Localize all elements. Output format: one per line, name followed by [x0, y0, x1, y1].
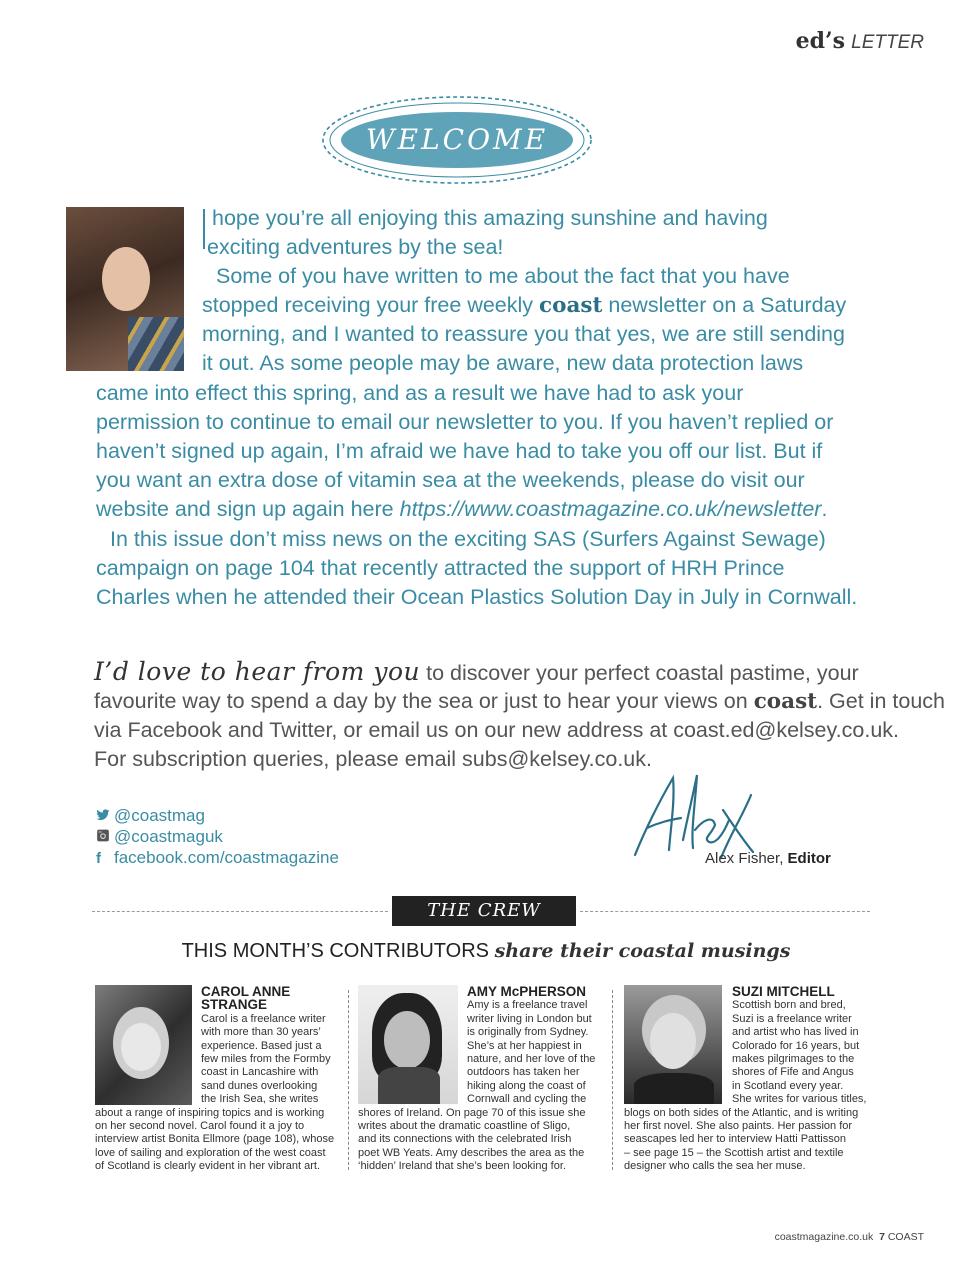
column-separator: [612, 990, 613, 1170]
column-separator: [348, 990, 349, 1170]
letter-line: permission to continue to email our newsletter to you. If you haven’t replied or: [96, 410, 834, 434]
bio-line: ‘hidden’ Ireland that she’s been looking for.: [358, 1160, 566, 1172]
bio-line: designer who calls the sea her muse.: [624, 1160, 806, 1172]
bio-line: the Irish Sea, she writes: [201, 1093, 319, 1105]
contact-line: favourite way to spend a day by the sea or just to hear your views on coast. Get in touch: [94, 689, 945, 714]
contributors-heading: THIS MONTH’S CONTRIBUTORS share their coastal musings: [181, 940, 791, 962]
letter-line: came into effect this spring, and as a result we have had to ask your: [96, 381, 744, 405]
bio-line: and artist who has lived in: [732, 1026, 859, 1038]
dropcap-i: [203, 209, 205, 249]
facebook-link[interactable]: f facebook.com/coastmagazine: [96, 848, 339, 867]
bio-line: shores of Fife and Angus: [732, 1066, 854, 1078]
footer-brand: COAST: [887, 1231, 924, 1243]
bio-line: She’s at her happiest in: [467, 1040, 582, 1052]
contact-line: For subscription queries, please email subs@kelsey.co.uk.: [94, 747, 652, 771]
letter-line: haven’t signed up again, I’m afraid we have had to take you off our list. But if: [96, 439, 823, 463]
script-heading: I’d love to hear from you: [94, 657, 421, 686]
contributor-photo-suzi: [624, 985, 722, 1104]
facebook-icon: f: [96, 850, 101, 867]
section-title-letter: LETTER: [851, 32, 924, 53]
letter-line: Charles when he attended their Ocean Plastics Solution Day in July in Cornwall.: [96, 585, 858, 609]
letter-line: you want an extra dose of vitamin sea at the weekends, please do visit our: [96, 468, 805, 492]
contributor-name: STRANGE: [201, 997, 268, 1012]
crew-badge: THE CREW: [392, 896, 576, 926]
bio-line: Scottish born and bred,: [732, 999, 846, 1011]
editor-signoff: [705, 850, 831, 867]
bio-line: with more than 30 years’: [201, 1026, 321, 1038]
bio-line: – see page 15 – the Scottish artist and textile: [624, 1147, 844, 1159]
bio-line: Amy is a freelance travel: [467, 999, 588, 1011]
bio-line: in Scotland every year.: [732, 1080, 844, 1092]
bio-line: about a range of inspiring topics and is working: [95, 1107, 325, 1119]
editor-name: Alex Fisher,: [705, 850, 784, 867]
bio-line: nature, and her love of the: [467, 1053, 596, 1065]
bio-line: Suzi is a freelance writer: [732, 1013, 852, 1025]
divider-right: [580, 911, 870, 912]
instagram-icon: [96, 829, 110, 842]
contact-line: I’d love to hear from you to discover your perfect coastal pastime, your: [94, 657, 859, 686]
bio-line: sand dunes overlooking: [201, 1080, 318, 1092]
divider-left: [92, 911, 388, 912]
bio-line: Carol is a freelance writer: [201, 1013, 326, 1025]
bio-line: blogs on both sides of the Atlantic, and is writing: [624, 1107, 859, 1119]
alex-signature: [625, 770, 760, 860]
bio-line: seascapes led her to interview Hatti Pattisson: [624, 1133, 846, 1145]
welcome-text: WELCOME: [365, 123, 549, 156]
bio-line: few miles from the Formby: [201, 1053, 331, 1065]
editor-face: [102, 247, 150, 311]
bio-line: She writes for various titles,: [732, 1093, 867, 1105]
letter-line: exciting adventures by the sea!: [207, 235, 504, 259]
page-number: 7: [879, 1231, 885, 1243]
contributor-name: CAROL ANNE: [201, 984, 291, 999]
welcome-banner: [318, 92, 596, 188]
bio-line: makes pilgrimages to the: [732, 1053, 855, 1065]
letter-line: Some of you have written to me about the fact that you have: [216, 264, 790, 288]
editor-photo: [66, 207, 184, 371]
contributor-photo-amy: [358, 985, 458, 1104]
letter-line: website and sign up again here https://www.coastmagazine.co.uk/newsletter.: [96, 497, 828, 521]
bio-line: hiking along the coast of: [467, 1080, 586, 1092]
bio-line: experience. Based just a: [201, 1040, 322, 1052]
letter-line: hope you’re all enjoying this amazing sunshine and having: [212, 206, 768, 230]
twitter-link[interactable]: @coastmag: [96, 806, 205, 826]
coast-brand: coast: [753, 689, 818, 714]
contributor-photo-carol: [95, 985, 192, 1105]
bio-line: poet WB Yeats. Amy describes the area as the: [358, 1147, 585, 1159]
footer-site: coastmagazine.co.uk: [774, 1231, 874, 1243]
bio-line: of Scotland is clearly evident in her vibrant art.: [95, 1160, 321, 1172]
page-footer: [775, 1231, 924, 1243]
coast-brand: coast: [539, 293, 603, 318]
bio-line: love of sailing and exploration of the west coast: [95, 1147, 326, 1159]
contact-line: via Facebook and Twitter, or email us on our new address at coast.ed@kelsey.co.uk.: [94, 718, 900, 742]
section-title: [796, 28, 924, 54]
newsletter-link[interactable]: https://www.coastmagazine.co.uk/newsletter: [399, 497, 822, 521]
bio-line: outdoors has taken her: [467, 1066, 580, 1078]
bio-line: writer living in London but: [467, 1013, 592, 1025]
editor-scarf: [128, 317, 184, 371]
editor-role: Editor: [787, 850, 831, 867]
letter-line: stopped receiving your free weekly coast newsletter on a Saturday: [202, 293, 847, 318]
bio-line: interview artist Bonita Ellmore (page 108), whose: [95, 1133, 335, 1145]
bio-line: is originally from Sydney.: [467, 1026, 589, 1038]
bio-line: writes about the dramatic coastline of Sligo,: [358, 1120, 571, 1132]
contributor-name: SUZI MITCHELL: [732, 984, 835, 999]
section-title-eds: ed’s: [795, 28, 846, 54]
bio-line: shores of Ireland. On page 70 of this issue she: [358, 1107, 586, 1119]
letter-line: campaign on page 104 that recently attracted the support of HRH Prince: [96, 556, 785, 580]
letter-line: In this issue don’t miss news on the exciting SAS (Surfers Against Sewage): [110, 527, 826, 551]
bio-line: her first novel. She also paints. Her passion for: [624, 1120, 853, 1132]
contributor-name: AMY McPHERSON: [467, 984, 587, 999]
bio-line: Cornwall and cycling the: [467, 1093, 587, 1105]
letter-line: morning, and I wanted to reassure you that yes, we are still sending: [202, 322, 845, 346]
bio-line: coast in Lancashire with: [201, 1066, 319, 1078]
bio-line: Colorado for 16 years, but: [732, 1040, 860, 1052]
twitter-icon: [96, 809, 110, 821]
letter-line: it out. As some people may be aware, new data protection laws: [202, 351, 804, 375]
bio-line: and its connections with the celebrated Irish: [358, 1133, 572, 1145]
bio-line: on her second novel. Carol found it a joy to: [95, 1120, 305, 1132]
instagram-link[interactable]: @coastmaguk: [96, 827, 223, 847]
